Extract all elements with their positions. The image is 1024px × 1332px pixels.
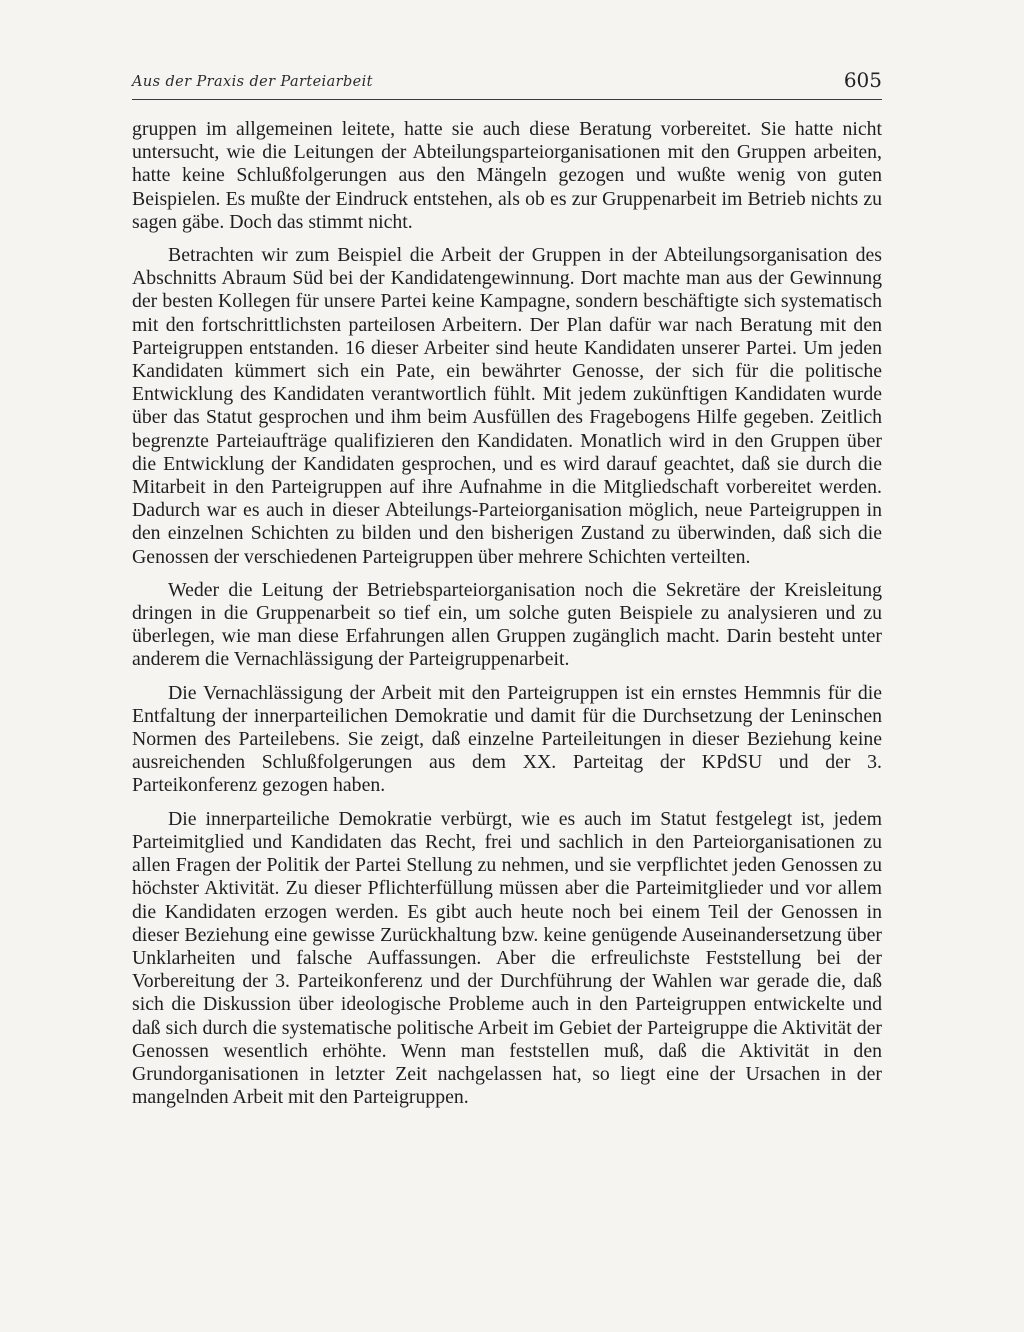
header-rule xyxy=(132,99,882,100)
running-title: Aus der Praxis der Parteiarbeit xyxy=(132,74,373,90)
paragraph-continuation: gruppen im allgemeinen leitete, hatte sie auch diese Beratung vorbereitet. Sie hatte nicht untersucht, wie die Leitungen der Abteilungsparteiorganisationen mit den Gruppen arbeiten, hatte keine Schlußfolgerungen aus den Mängeln gezogen und wußte wenig von guten Beispielen. Es mußte der Eindruck entstehen, als ob es zur Gruppenarbeit im Betrieb nichts zu sagen gäbe. Doch das stimmt nicht. xyxy=(132,118,882,233)
paragraph-example: Betrachten wir zum Beispiel die Arbeit der Gruppen in der Abteilungsorganisation des Abschnitts Abraum Süd bei der Kandidatengewinnung. Dort machte man aus der Gewinnung der besten Kollegen für unsere Partei keine Kampagne, sondern beschäftigte sich systematisch mit den fortschrittlichsten parteilosen Arbeitern. Der Plan dafür war nach Beratung mit den Parteigruppen entstanden. 16 dieser Arbeiter sind heute Kandidaten unserer Partei. Um jeden Kandidaten kümmert sich ein Pate, ein bewährter Genosse, der sich für die politische Entwicklung des Kandidaten verantwortlich fühlt. Mit jedem zukünftigen Kandidaten wurde über das Statut gesprochen und ihm beim Ausfüllen des Fragebogens Hilfe gegeben. Zeitlich begrenzte Parteiaufträge qualifizieren den Kandidaten. Monatlich wird in den Gruppen über die Entwicklung der Kandidaten gesprochen, und es wird darauf geachtet, daß sie durch die Mitarbeit in den Parteigruppen auf ihre Aufnahme in die Mitgliedschaft vorbereitet werden. Dadurch war es auch in dieser Abteilungs-Parteiorganisation möglich, neue Parteigruppen in den einzelnen Schichten zu bilden und den bisherigen Zustand zu überwinden, daß sich die Genossen der verschiedenen Parteigruppen über mehrere Schichten verteilten. xyxy=(132,244,882,568)
paragraph-neglect: Die Vernachlässigung der Arbeit mit den Parteigruppen ist ein ernstes Hemmnis für die Entfaltung der innerparteilichen Demokratie und damit für die Durchsetzung der Leninschen Normen des Parteilebens. Sie zeigt, daß einzelne Parteileitungen in dieser Beziehung keine ausreichenden Schlußfolgerungen aus dem XX. Parteitag der KPdSU und der 3. Parteikonferenz gezogen haben. xyxy=(132,681,882,797)
paragraph-leadership: Weder die Leitung der Betriebsparteiorganisation noch die Sekretäre der Kreisleitung dringen in die Gruppenarbeit so tief ein, um solche guten Beispiele zu analysieren und zu überlegen, wie man diese Erfahrungen allen Gruppen zugänglich macht. Darin besteht unter anderem die Vernachlässigung der Parteigruppenarbeit. xyxy=(132,578,882,671)
body-text xyxy=(132,118,882,1119)
running-header xyxy=(132,66,882,98)
page-number: 605 xyxy=(843,68,882,92)
paragraph-democracy: Die innerparteiliche Demokratie verbürgt, wie es auch im Statut festgelegt ist, jedem Parteimitglied und Kandidaten das Recht, frei und sachlich in den Parteiorganisationen zu allen Fragen der Politik der Partei Stellung zu nehmen, und sie verpflichtet jeden Genossen zu höchster Aktivität. Zu dieser Pflichterfüllung müssen aber die Parteimitglieder und vor allem die Kandidaten erzogen werden. Es gibt auch heute noch bei einem Teil der Genossen in dieser Beziehung eine gewisse Zurückhaltung bzw. keine genügende Auseinandersetzung über Unklarheiten und falsche Auffassungen. Aber die erfreulichste Feststellung bei der Vorbereitung der 3. Parteikonferenz und der Durchführung der Wahlen war gerade die, daß sich die Diskussion über ideologische Probleme auch in den Parteigruppen entwickelte und daß sich durch die systematische politische Arbeit im Gebiet der Parteigruppe die Aktivität der Genossen wesentlich erhöhte. Wenn man feststellen muß, daß die Aktivität in den Grundorganisationen in letzter Zeit nachgelassen hat, so liegt eine der Ursachen in der mangelnden Arbeit mit den Parteigruppen. xyxy=(132,807,882,1109)
